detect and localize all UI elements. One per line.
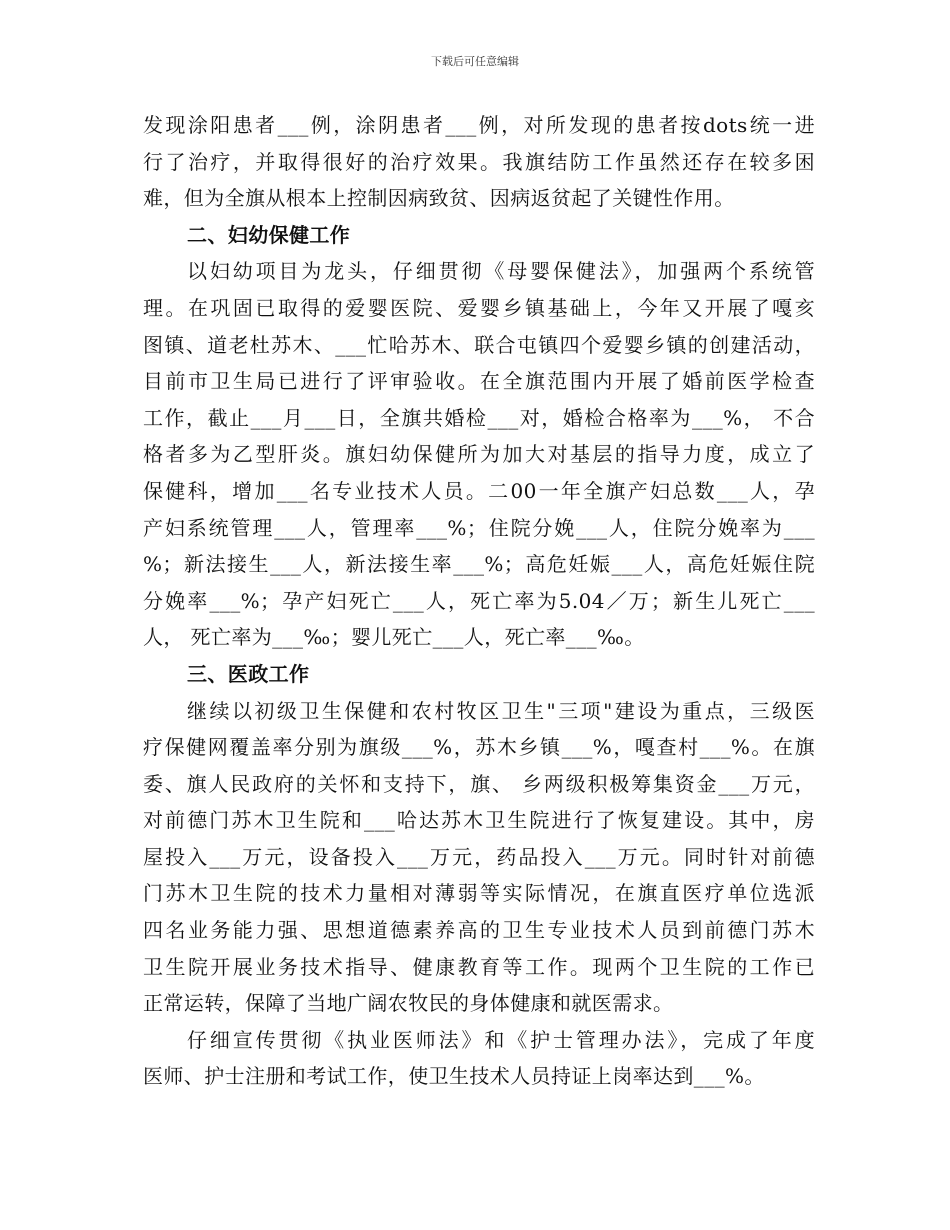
text-line: 发现涂阳患者___例，涂阴患者___例，对所发现的患者按dots统一进 <box>143 113 815 137</box>
text-line: 图镇、道老杜苏木、___忙哈苏木、联合屯镇四个爱婴乡镇的创建活动， <box>143 332 815 357</box>
text-line: %；新法接生___人，新法接生率___%；高危妊娠___人，高危妊娠住院 <box>143 552 815 577</box>
text-line: 人， 死亡率为___‰；婴儿死亡___人，死亡率___‰。 <box>143 625 645 650</box>
text-line: 格者多为乙型肝炎。旗妇幼保健所为加大对基层的指导力度，成立了 <box>143 442 815 467</box>
text-line: 疗保健网覆盖率分别为旗级___%，苏木乡镇___%，嘎查村___%。在旗 <box>143 735 815 760</box>
text-line: 正常运转，保障了当地广阔农牧民的身体健康和就医需求。 <box>143 991 674 1016</box>
text-line: 目前市卫生局已进行了评审验收。在全旗范围内开展了婚前医学检查 <box>143 369 815 394</box>
text-line: 工作，截止___月___日，全旗共婚检___对，婚检合格率为___%， 不合 <box>143 405 815 430</box>
section-heading-medical-administration: 三、医政工作 <box>187 661 310 686</box>
text-line: 保健科，增加___名专业技术人员。二00一年全旗产妇总数___人，孕 <box>143 478 815 503</box>
text-line: 四名业务能力强、思想道德素养高的卫生专业技术人员到前德门苏木 <box>143 918 815 943</box>
section-heading-maternal-child-health: 二、妇幼保健工作 <box>187 222 351 247</box>
text-line: 卫生院开展业务技术指导、健康教育等工作。现两个卫生院的工作已 <box>143 954 815 979</box>
text-line: 以妇幼项目为龙头，仔细贯彻《母婴保健法》，加强两个系统管 <box>187 259 815 284</box>
text-line: 医师、护士注册和考试工作，使卫生技术人员持证上岗率达到___%。 <box>143 1064 765 1089</box>
page-header-note: 下载后可任意编辑 <box>431 55 519 68</box>
text-line: 仔细宣传贯彻《执业医师法》和《护士管理办法》，完成了年度 <box>187 1027 815 1052</box>
text-line: 继续以初级卫生保健和农村牧区卫生"三项"建设为重点，三级医 <box>187 698 815 723</box>
text-line: 行了治疗，并取得很好的治疗效果。我旗结防工作虽然还存在较多困 <box>143 149 815 174</box>
text-line: 屋投入___万元，设备投入___万元，药品投入___万元。同时针对前德 <box>143 844 815 869</box>
text-line: 理。在巩固已取得的爱婴医院、爱婴乡镇基础上，今年又开展了嘎亥 <box>143 295 815 320</box>
text-line: 分娩率___%；孕产妇死亡___人，死亡率为5.04／万；新生儿死亡___ <box>143 588 815 613</box>
text-line: 委、旗人民政府的关怀和支持下，旗、 乡两级积极筹集资金___万元， <box>143 771 815 796</box>
text-line: 对前德门苏木卫生院和___哈达苏木卫生院进行了恢复建设。其中，房 <box>143 808 815 833</box>
text-line: 难，但为全旗从根本上控制因病致贫、因病返贫起了关键性作用。 <box>143 186 735 211</box>
text-line: 门苏木卫生院的技术力量相对薄弱等实际情况，在旗直医疗单位选派 <box>143 881 815 906</box>
text-line: 产妇系统管理___人，管理率___%；住院分娩___人，住院分娩率为___ <box>143 515 815 540</box>
document-body <box>143 107 815 1095</box>
